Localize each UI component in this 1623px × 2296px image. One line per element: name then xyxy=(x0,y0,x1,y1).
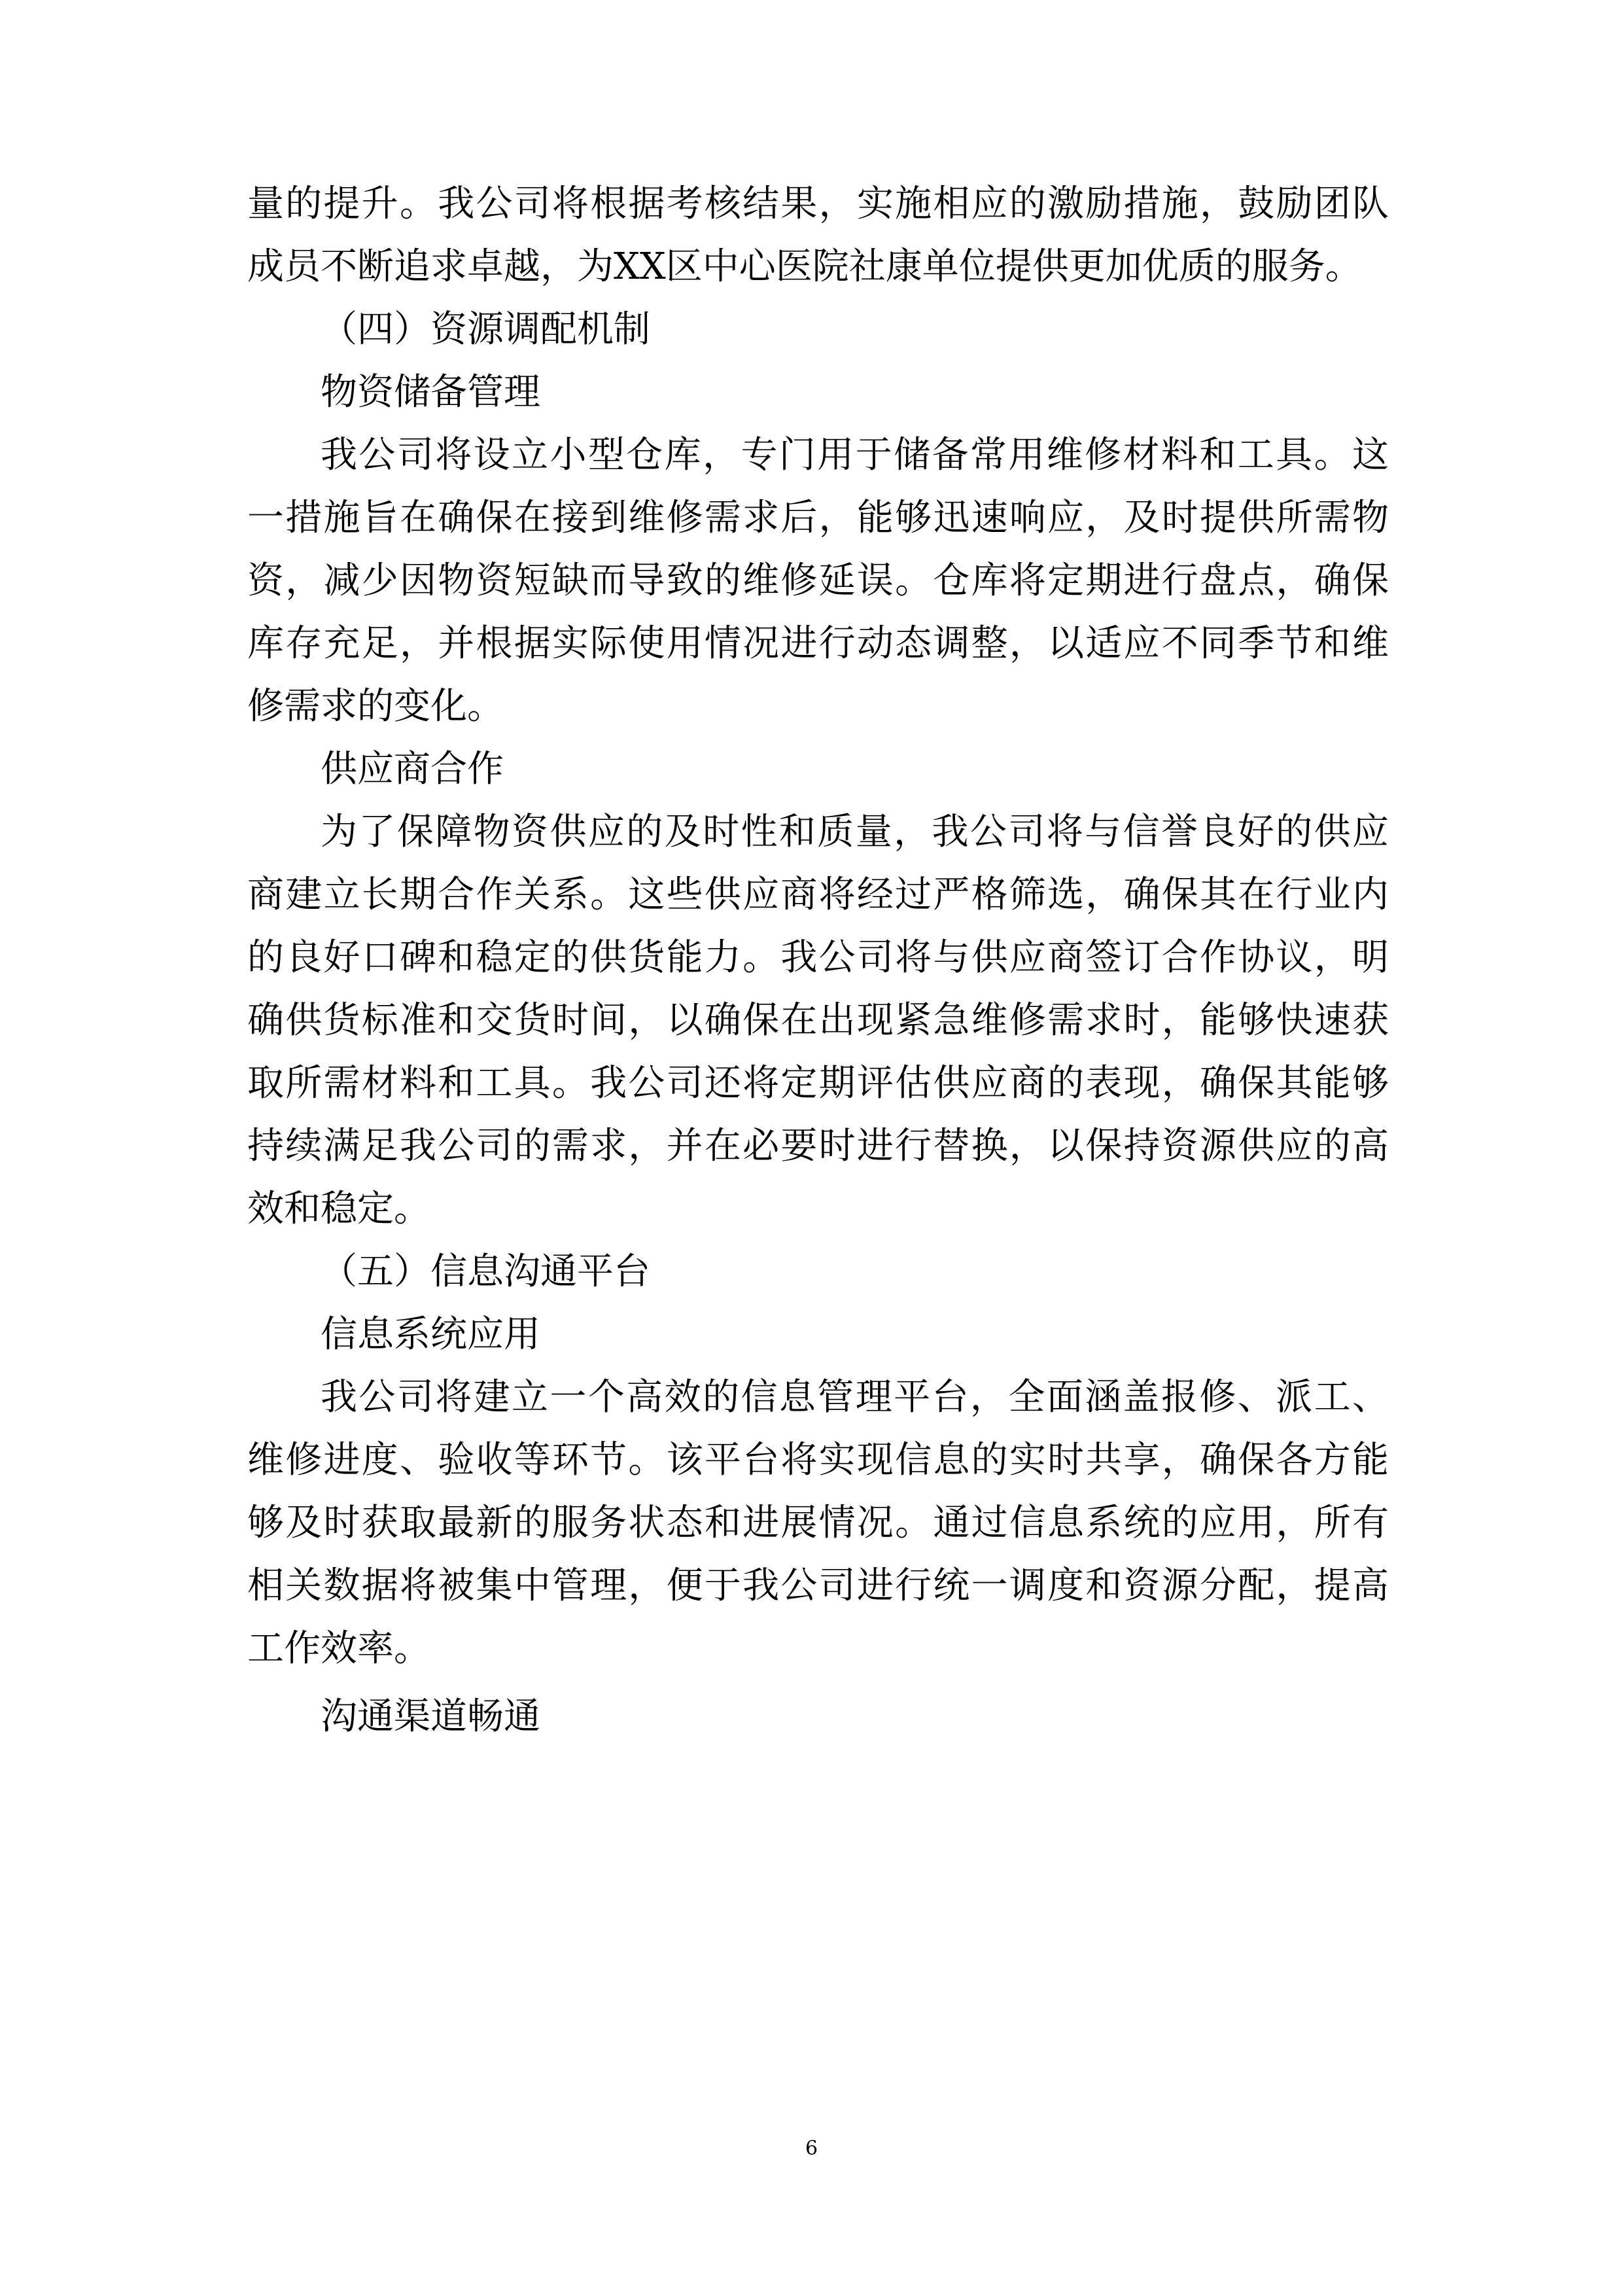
subheading-supplier-cooperation: 供应商合作 xyxy=(321,748,504,790)
paragraph-line: 库存充足，并根据实际使用情况进行动态调整，以适应不同季节和维 xyxy=(247,622,1389,665)
paragraph-line: 为了保障物资供应的及时性和质量，我公司将与信誉良好的供应 xyxy=(321,811,1389,853)
paragraph-line: 够及时获取最新的服务状态和进展情况。通过信息系统的应用，所有 xyxy=(247,1502,1389,1544)
paragraph-line: 成员不断追求卓越，为XX区中心医院社康单位提供更加优质的服务。 xyxy=(247,245,1362,288)
paragraph-line: 效和稳定。 xyxy=(247,1188,430,1230)
paragraph-line: 取所需材料和工具。我公司还将定期评估供应商的表现，确保其能够 xyxy=(247,1062,1389,1104)
continued-paragraph xyxy=(247,173,1389,298)
section-heading-four: （四）资源调配机制 xyxy=(321,308,650,351)
paragraph-line: 维修进度、验收等环节。该平台将实现信息的实时共享，确保各方能 xyxy=(247,1439,1389,1481)
page-body xyxy=(247,173,1389,1748)
paragraph-line: 持续满足我公司的需求，并在必要时进行替换，以保持资源供应的高 xyxy=(247,1125,1389,1167)
subheading-information-system: 信息系统应用 xyxy=(321,1313,540,1356)
paragraph-information-system xyxy=(247,1366,1389,1680)
page-number: 6 xyxy=(805,2137,818,2160)
subheading-material-reserve: 物资储备管理 xyxy=(321,371,540,414)
section-heading-five: （五）信息沟通平台 xyxy=(321,1250,650,1293)
paragraph-line: 量的提升。我公司将根据考核结果，实施相应的激励措施，鼓励团队 xyxy=(247,183,1389,225)
paragraph-line: 我公司将设立小型仓库，专门用于储备常用维修材料和工具。这 xyxy=(321,434,1389,476)
paragraph-line: 资，减少因物资短缺而导致的维修延误。仓库将定期进行盘点，确保 xyxy=(247,559,1389,602)
subheading-communication-channels: 沟通渠道畅通 xyxy=(321,1695,540,1738)
paragraph-line: 工作效率。 xyxy=(247,1627,430,1670)
paragraph-line: 我公司将建立一个高效的信息管理平台，全面涵盖报修、派工、 xyxy=(321,1376,1389,1419)
paragraph-line: 修需求的变化。 xyxy=(247,685,504,728)
paragraph-line: 商建立长期合作关系。这些供应商将经过严格筛选，确保其在行业内 xyxy=(247,874,1389,916)
paragraph-line: 相关数据将被集中管理，便于我公司进行统一调度和资源分配，提高 xyxy=(247,1564,1389,1607)
spacer xyxy=(247,1680,1389,1686)
paragraph-supplier-cooperation xyxy=(247,801,1389,1241)
paragraph-material-reserve xyxy=(247,424,1389,738)
paragraph-line: 确供货标准和交货时间，以确保在出现紧急维修需求时，能够快速获 xyxy=(247,999,1389,1042)
paragraph-line: 一措施旨在确保在接到维修需求后，能够迅速响应，及时提供所需物 xyxy=(247,497,1389,539)
paragraph-line: 的良好口碑和稳定的供货能力。我公司将与供应商签订合作协议，明 xyxy=(247,936,1389,979)
